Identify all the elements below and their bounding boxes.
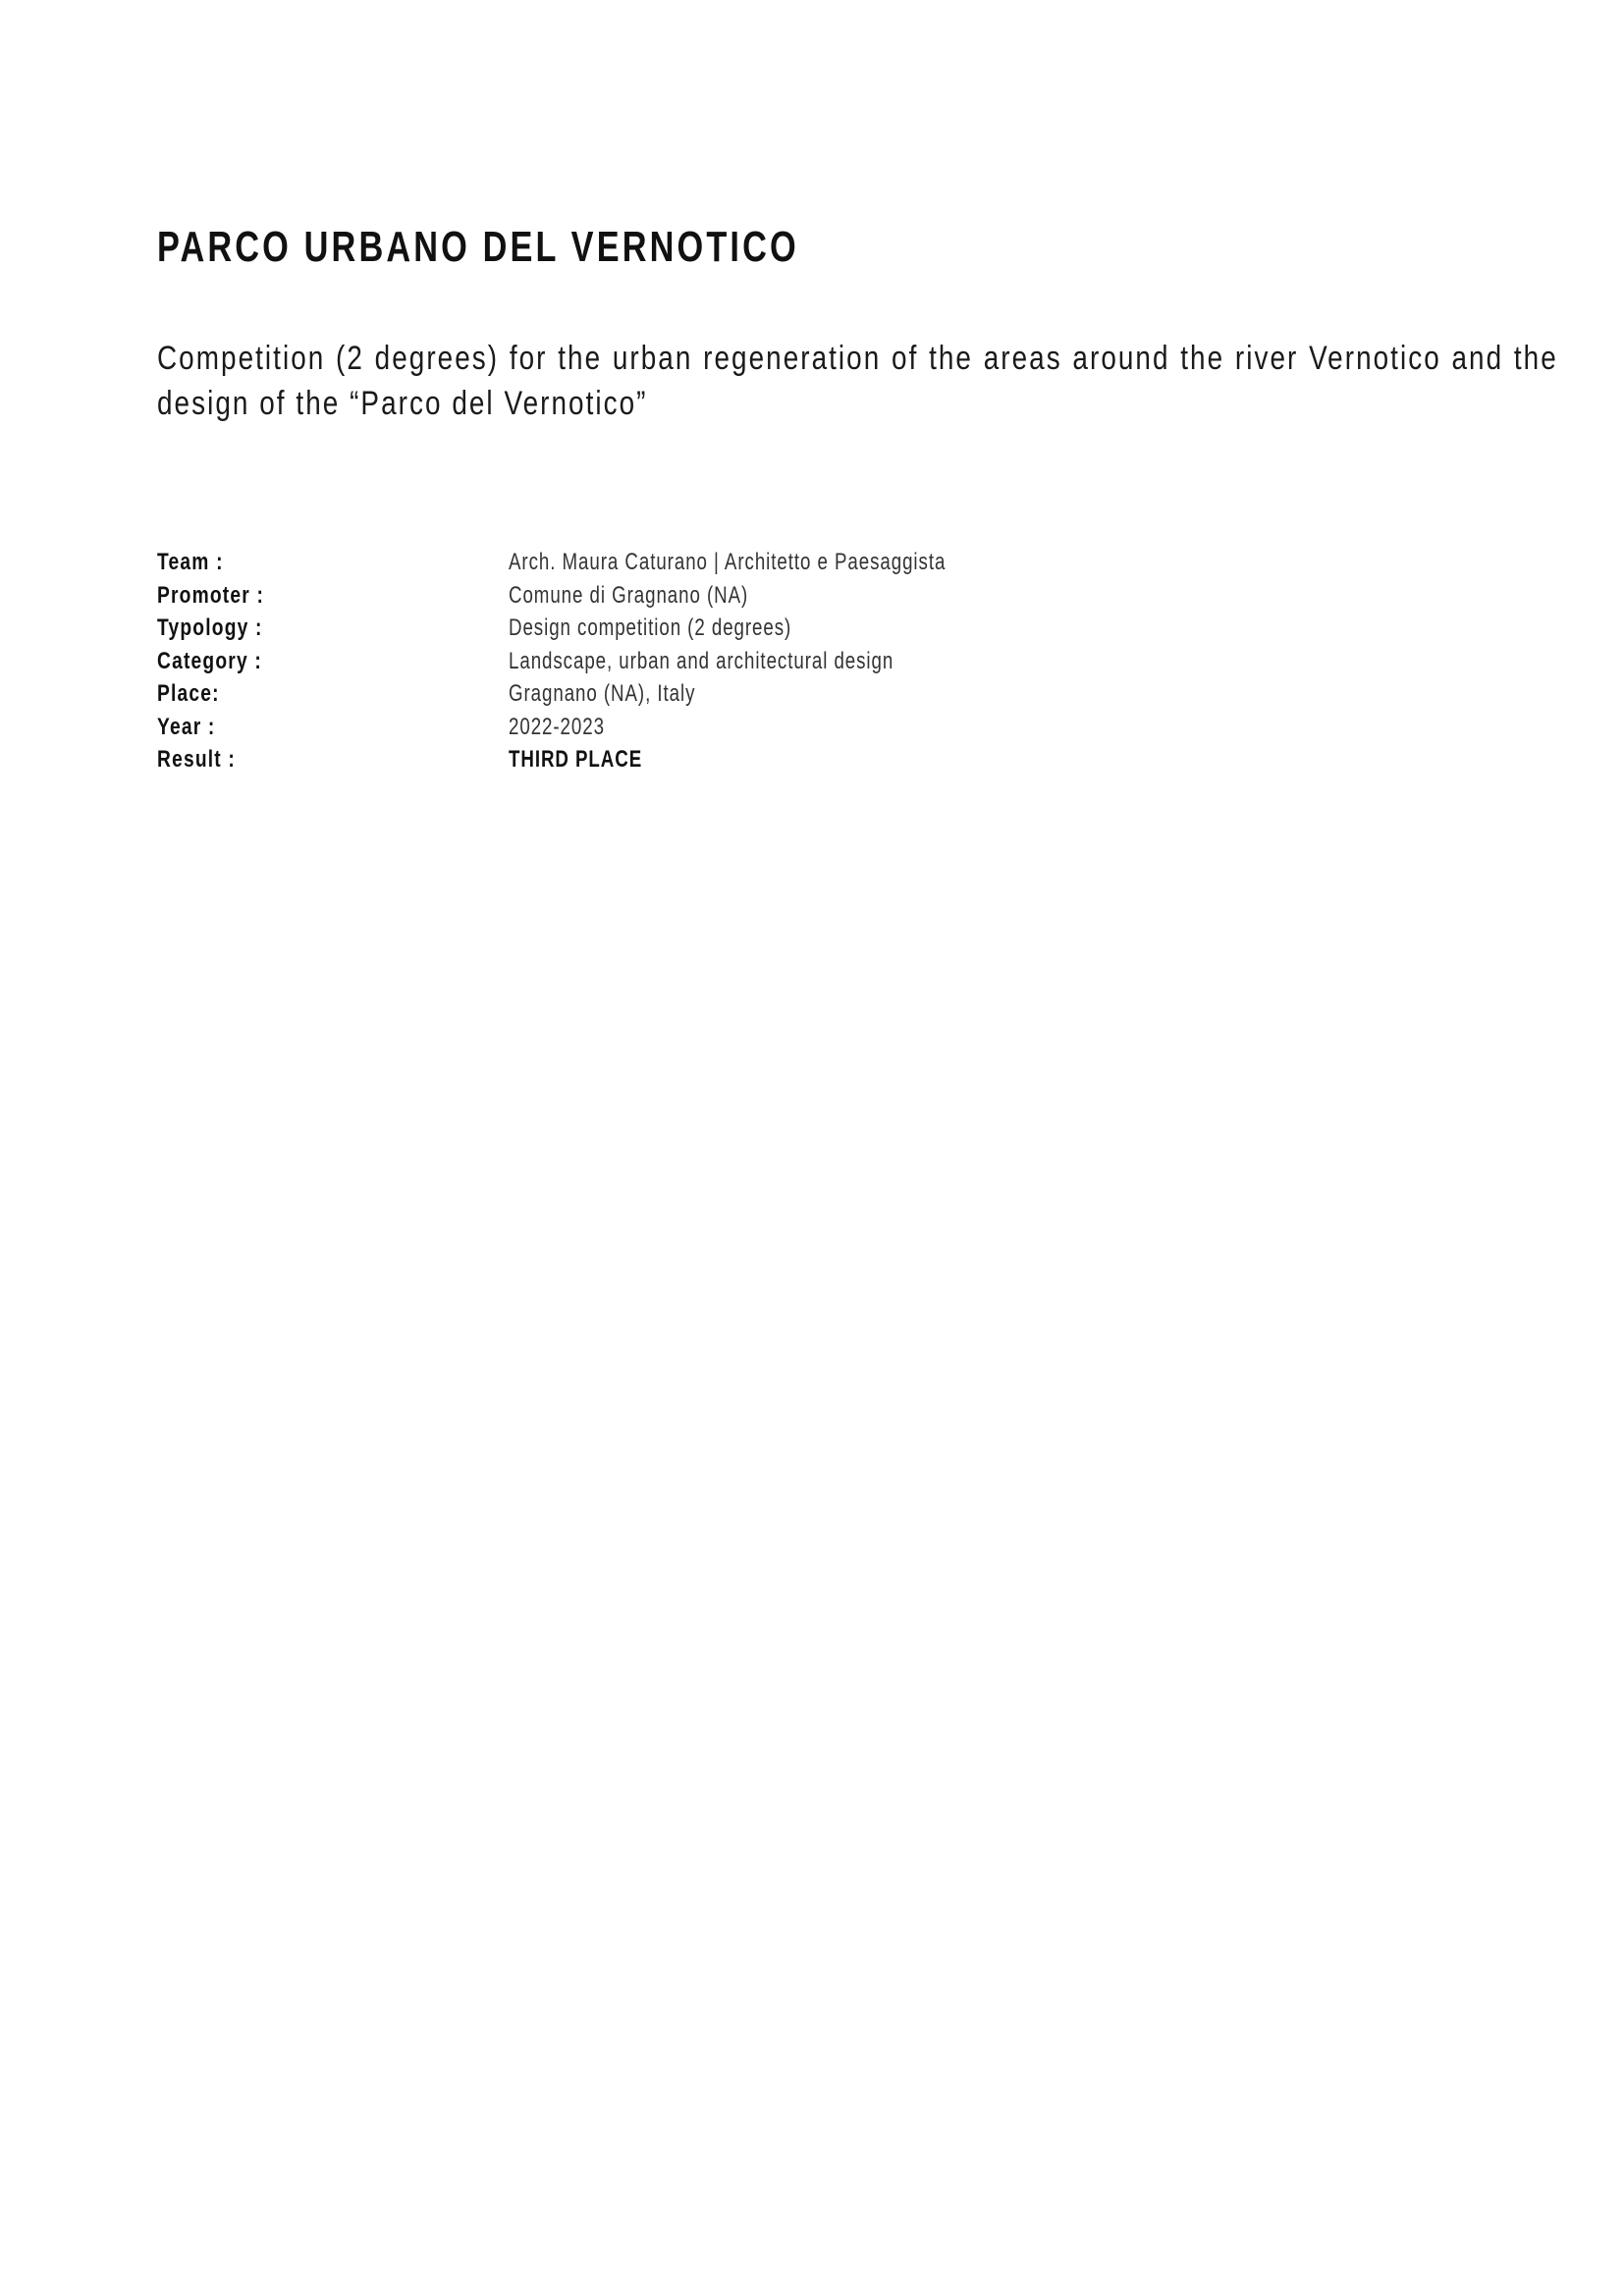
detail-label-place: Place: <box>157 680 220 707</box>
detail-value-category: Landscape, urban and architectural design <box>509 647 894 674</box>
detail-label-result: Result : <box>157 746 237 773</box>
detail-value-promoter: Comune di Gragnano (NA) <box>509 581 749 609</box>
page-subtitle <box>157 336 1561 426</box>
detail-label-promoter: Promoter : <box>157 581 265 609</box>
detail-value-team: Arch. Maura Caturano | Architetto e Paesaggista <box>509 549 947 575</box>
detail-row-promoter <box>157 579 1139 613</box>
detail-value-year: 2022-2023 <box>509 713 605 740</box>
detail-row-place <box>157 677 1139 711</box>
detail-row-year <box>157 711 1139 744</box>
detail-label-category: Category : <box>157 647 262 674</box>
detail-label-year: Year : <box>157 713 216 740</box>
detail-value-result: THIRD PLACE <box>509 746 643 773</box>
page-title: PARCO URBANO DEL VERNOTICO <box>157 223 799 271</box>
detail-row-team <box>157 546 1139 579</box>
detail-label-typology: Typology : <box>157 614 263 641</box>
project-details <box>157 546 1139 776</box>
detail-row-result <box>157 743 1139 776</box>
detail-value-typology: Design competition (2 degrees) <box>509 614 792 641</box>
detail-row-typology <box>157 612 1139 645</box>
detail-row-category <box>157 645 1139 678</box>
detail-value-place: Gragnano (NA), Italy <box>509 680 696 707</box>
detail-label-team: Team : <box>157 549 224 575</box>
subtitle-text: Competition (2 degrees) for the urban regeneration of the areas around the river Vernotico and the design of the “Parco del Vernotico” <box>157 340 1558 422</box>
